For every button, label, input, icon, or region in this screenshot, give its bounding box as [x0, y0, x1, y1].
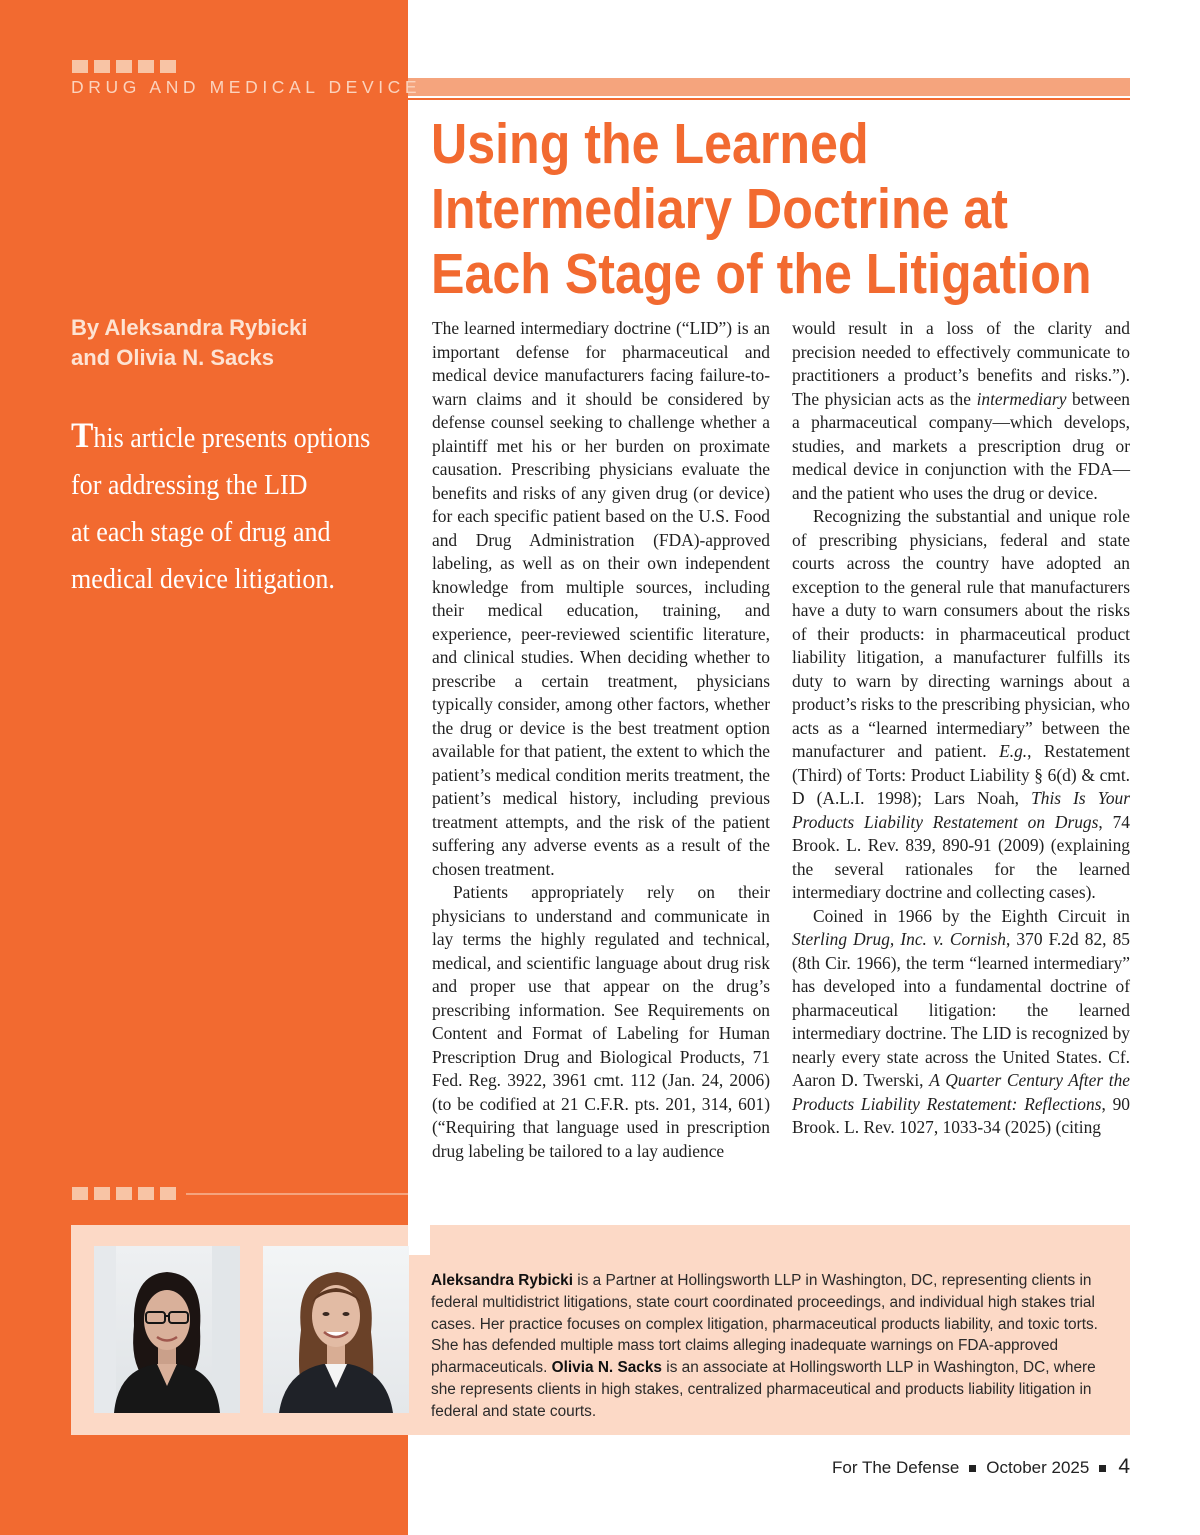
pull-quote-line: his article presents options — [93, 423, 371, 454]
decorative-squares-top — [72, 60, 176, 73]
author-photo-sacks — [263, 1246, 409, 1413]
paragraph: Recognizing the substantial and unique role of prescribing physicians, federal and state courts across the country have adopted an exception to the general rule that manufacturers have a duty to warn consumers about the risks of their products: in pharmaceutical product liability litigation, a manufacturer fulfills its duty to warn by directing warnings about a product’s risks to the prescribing physician, who acts as a “learned intermediary” between the manufacturer and patient. E.g., Restatement (Third) of Torts: Product Liability § 6(d) & cmt. D (A.L.I. 1998); Lars Noah, This Is Your Products Liability Restatement on Drugs, 74 Brook. L. Rev. 839, 890-91 (2009) (explaining the several rationales for the learned intermediary doctrine and collecting cases). — [792, 506, 1130, 902]
title-line: Using the Learned — [431, 112, 869, 176]
section-divider — [71, 98, 1130, 100]
article-column-right — [792, 317, 1130, 1140]
separator-dot — [969, 1465, 976, 1472]
bio-divider — [186, 1193, 408, 1195]
article-title — [431, 112, 1092, 307]
page-number: 4 — [1118, 1455, 1130, 1478]
pull-quote-line: at each stage of drug and — [71, 517, 331, 548]
byline-line: and Olivia N. Sacks — [71, 345, 274, 370]
issue-date: October 2025 — [986, 1458, 1090, 1477]
paragraph: The learned intermediary doctrine (“LID”) is an important defense for pharmaceutical and medical device manufacturers facing failure-to-warn claims and it should be considered by defense counsel seeking to challenge whether a plaintiff met his or her burden on proximate causation. Prescribing physicians evaluate the benefits and risks of any given drug (or device) for each specific patient based on the U.S. Food and Drug Administration (FDA)-approved labeling, as well as on their own independent knowledge from multiple sources, including their medical education, training, and experience, peer-reviewed scientific literature, and clinical studies. When deciding whether to prescribe a certain treatment, physicians typically consider, among other factors, whether the drug or device is the best treatment option available for that patient, the extent to which the patient’s medical condition merits treatment, the patient’s medical history, including previous treatment attempts, and the risk of the patient suffering any adverse events as a result of the chosen treatment. — [432, 318, 770, 879]
publication-name: For The Defense — [832, 1458, 960, 1477]
author-name: Aleksandra Rybicki — [431, 1272, 574, 1289]
author-photo-rybicki — [94, 1246, 240, 1413]
paragraph: Coined in 1966 by the Eighth Circuit in Sterling Drug, Inc. v. Cornish, 370 F.2d 82, 85 (8th Cir. 1966), the term “learned intermediary” has developed into a fundamental doctrine of pharmaceutical litigation: the learned intermediary doctrine. The LID is recognized by nearly every state across the United States. Cf. Aaron D. Twerski, A Quarter Century After the Products Liability Restatement: Reflections, 90 Brook. L. Rev. 1027, 1033-34 (2025) (citing — [792, 905, 1131, 1137]
pull-quote-line: medical device litigation. — [71, 564, 335, 595]
section-label: DRUG AND MEDICAL DEVICE — [71, 77, 422, 97]
separator-dot — [1099, 1465, 1106, 1472]
bio-box-notch — [408, 1225, 430, 1255]
paragraph: would result in a loss of the clarity and precision needed to effectively communicate to practitioners a product’s benefits and risks.”). The physician acts as the intermediary between a pharmaceutical company—which develops, studies, and markets a prescription drug or medical device in conjunction with the FDA—and the patient who uses the drug or device. — [792, 318, 1130, 503]
title-line: Intermediary Doctrine at — [431, 177, 1009, 241]
decorative-squares-bottom — [72, 1187, 176, 1200]
byline-line: By Aleksandra Rybicki — [71, 315, 308, 340]
drop-cap: T — [71, 415, 94, 455]
author-bio-text: Aleksandra Rybicki is a Partner at Hollingsworth LLP in Washington, DC, representing clients in federal multidistrict litigations, state court coordinated proceedings, and individual high stakes trial cases. Her practice focuses on complex litigation, pharmaceutical products liability, and toxic torts. She has defended multiple mass tort claims alleging inadequate warnings on FDA-approved pharmaceuticals. Olivia N. Sacks is an associate at Hollingsworth LLP in Washington, DC, where she represents clients in high stakes, centralized pharmaceutical and products liability litigation in federal and state courts. — [431, 1272, 1098, 1420]
pull-quote — [71, 412, 378, 603]
paragraph: Patients appropriately rely on their physicians to understand and communicate in lay terms the highly regulated and technical, medical, and scientific language about drug risk and proper use that appear on the drug’s prescribing information. See Requirements on Content and Format of Labeling for Human Prescription Drug and Biological Products, 71 Fed. Reg. 3922, 3961 cmt. 112 (Jan. 24, 2006) (to be codified at 21 C.F.R. pts. 201, 314, 601) (“Requiring that language used in prescription drug labeling be tailored to a lay audience — [432, 882, 770, 1161]
author-name: Olivia N. Sacks — [551, 1359, 662, 1377]
article-column-left — [432, 317, 770, 1163]
section-label-bar — [408, 78, 1130, 96]
byline — [71, 313, 391, 373]
title-line: Each Stage of the Litigation — [431, 242, 1092, 306]
pull-quote-line: for addressing the LID — [71, 470, 308, 501]
page-footer — [832, 1455, 1130, 1479]
